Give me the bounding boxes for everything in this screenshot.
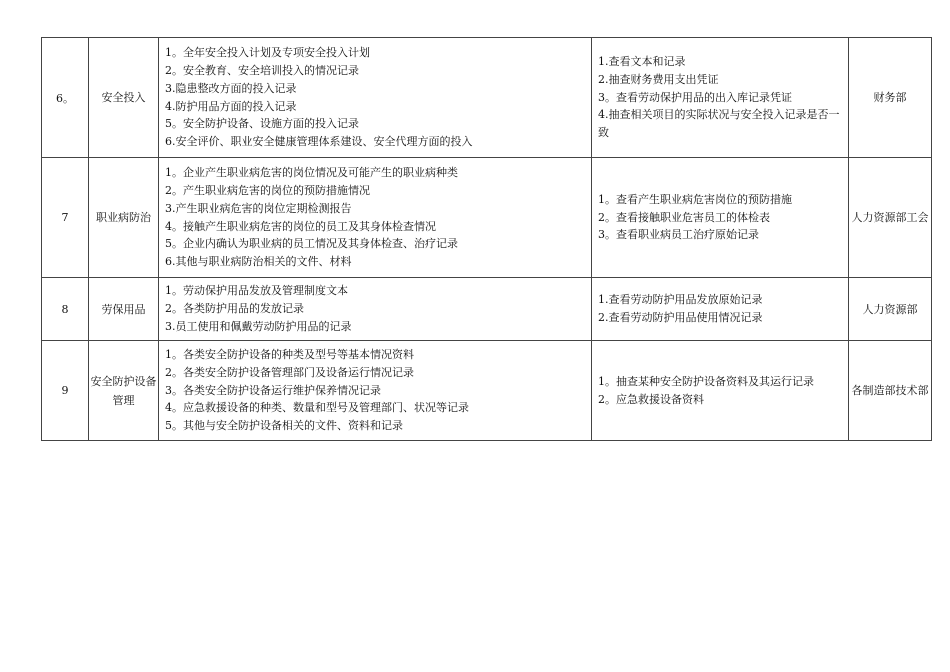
content-line: 4。应急救援设备的种类、数量和型号及管理部门、状况等记录	[165, 401, 469, 415]
row-number: 9	[42, 341, 89, 441]
method-line: 2.查看劳动防护用品使用情况记录	[598, 311, 763, 324]
audit-method	[592, 341, 849, 441]
responsible-dept: 人力资源部	[849, 278, 932, 341]
audit-item: 劳保用品	[89, 278, 159, 341]
table-row	[42, 278, 932, 341]
row-number: 8	[42, 278, 89, 341]
content-line: 2。产生职业病危害的岗位的预防措施情况	[165, 184, 370, 198]
content-line: 5。企业内确认为职业病的员工情况及其身体检查、治疗记录	[165, 237, 458, 251]
content-line: 2。各类防护用品的发放记录	[165, 302, 304, 316]
audit-method	[592, 38, 849, 158]
responsible-dept: 人力资源部工会	[849, 158, 932, 278]
method-line: 2。应急救援设备资料	[598, 392, 704, 406]
method-line: 2.抽查财务费用支出凭证	[598, 72, 719, 86]
method-line: 1。查看产生职业病危害岗位的预防措施	[598, 192, 792, 206]
method-line: 1。抽查某种安全防护设备资料及其运行记录	[598, 374, 814, 388]
content-line: 3.产生职业病危害的岗位定期检测报告	[165, 201, 352, 215]
responsible-dept: 财务部	[849, 38, 932, 158]
audit-method	[592, 158, 849, 278]
content-line: 5。安全防护设备、设施方面的投入记录	[165, 117, 359, 131]
content-line: 1。各类安全防护设备的种类及型号等基本情况资料	[165, 348, 414, 362]
content-line: 4.防护用品方面的投入记录	[165, 99, 297, 113]
content-line: 1。企业产生职业病危害的岗位情况及可能产生的职业病种类	[165, 166, 458, 180]
content-line: 6.其他与职业病防治相关的文件、材料	[165, 254, 352, 268]
table-row	[42, 38, 932, 158]
content-line: 2。安全教育、安全培训投入的情况记录	[165, 64, 359, 78]
content-line: 1。劳动保护用品发放及管理制度文本	[165, 284, 348, 298]
method-line: 3。查看职业病员工治疗原始记录	[598, 228, 759, 242]
content-line: 1。全年安全投入计划及专项安全投入计划	[165, 46, 370, 60]
table-row	[42, 158, 932, 278]
responsible-dept: 各制造部技术部	[849, 341, 932, 441]
audit-item: 安全投入	[89, 38, 159, 158]
method-line: 1.查看文本和记录	[598, 55, 686, 69]
content-line: 3.隐患整改方面的投入记录	[165, 81, 297, 95]
safety-audit-table	[41, 37, 932, 441]
content-line: 3。各类安全防护设备运行维护保养情况记录	[165, 383, 381, 397]
method-line: 4.抽查相关项目的实际状况与安全投入记录是否一致	[598, 108, 840, 140]
content-line: 5。其他与安全防护设备相关的文件、资料和记录	[165, 419, 403, 433]
method-line: 3。查看劳动保护用品的出入库记录凭证	[598, 90, 792, 104]
row-number: 6。	[42, 38, 89, 158]
audit-item: 职业病防治	[89, 158, 159, 278]
audit-item: 安全防护设备管理	[89, 341, 159, 441]
content-line: 2。各类安全防护设备管理部门及设备运行情况记录	[165, 365, 414, 379]
content-line: 4。接触产生职业病危害的岗位的员工及其身体检查情况	[165, 219, 436, 233]
content-line: 6.安全评价、职业安全健康管理体系建设、安全代理方面的投入	[165, 134, 473, 148]
row-number: 7	[42, 158, 89, 278]
method-line: 2。查看接触职业危害员工的体检表	[598, 210, 770, 224]
audit-content	[159, 158, 592, 278]
audit-content	[159, 278, 592, 341]
content-line: 3.员工使用和佩戴劳动防护用品的记录	[165, 319, 352, 333]
audit-content	[159, 341, 592, 441]
method-line: 1.查看劳动防护用品发放原始记录	[598, 293, 763, 307]
audit-method	[592, 278, 849, 341]
audit-content	[159, 38, 592, 158]
table-row	[42, 341, 932, 441]
